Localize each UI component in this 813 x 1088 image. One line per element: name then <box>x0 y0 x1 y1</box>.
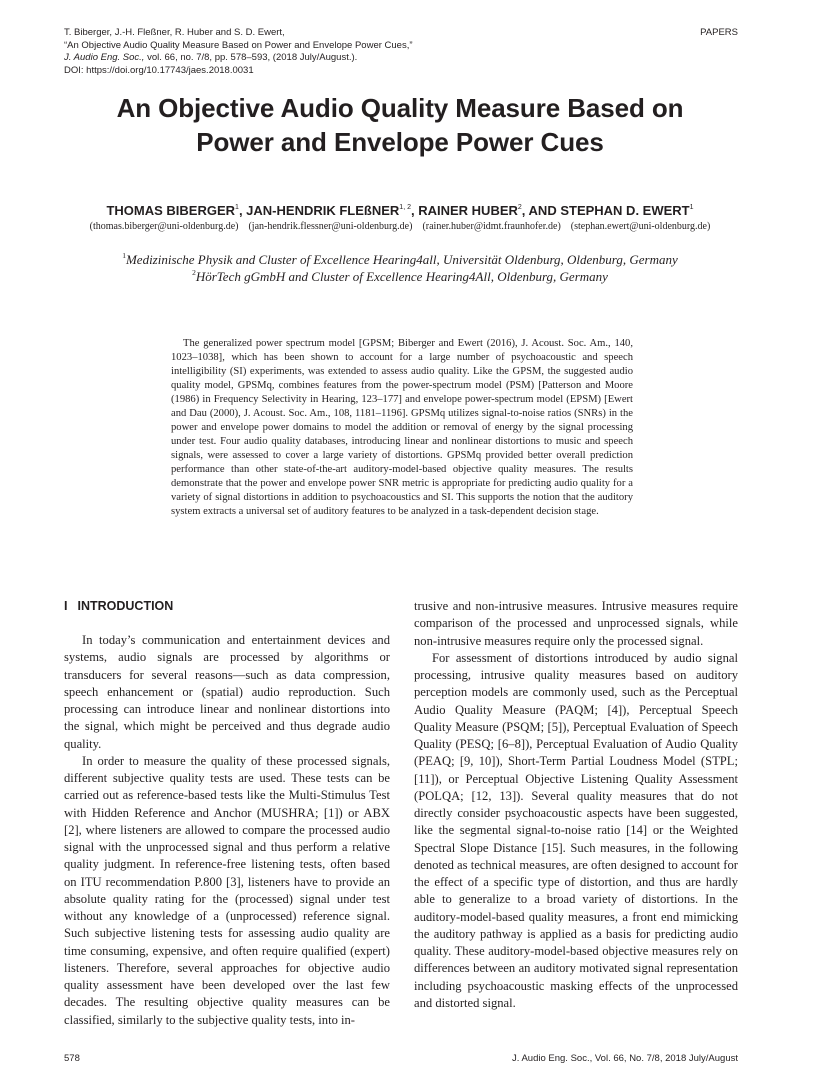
author-name: JAN-HENDRIK FLEßNER <box>246 203 400 218</box>
author <box>246 203 418 218</box>
author-email[interactable]: (rainer.huber@idmt.fraunhofer.de) <box>422 221 561 232</box>
author-email[interactable]: (stephan.ewert@uni-oldenburg.de) <box>570 221 711 232</box>
author-email[interactable]: (thomas.biberger@uni-oldenburg.de) <box>89 221 239 232</box>
author-email[interactable]: (jan-hendrik.flessner@uni-oldenburg.de) <box>248 221 413 232</box>
author-separator: , <box>410 203 419 218</box>
author-name: RAINER HUBER <box>418 203 518 218</box>
section-title: INTRODUCTION <box>77 599 174 613</box>
citation-volume: vol. 66, no. 7/8, pp. 578–593, (2018 July/August.). <box>144 52 358 64</box>
body-column-right <box>414 598 738 1012</box>
body-paragraph: In order to measure the quality of these processed signals, different subjective quality tests are used. These tests can be carried out as reference-based tests like the Multi-Stimulus Test with Hidden Reference and Anchor (MUSHRA; [1]) or ABX [2], where listeners are allowed to compare the processed audio signal with the unprocessed signal and thus perform a relative quality judgment. In reference-free listening tests, often based on ITU recommendation P.800 [3], listeners have to provide an absolute quality rating for the (processed) signal under test without any knowledge of a (unprocessed) reference signal. Such subjective listening tests for assessing audio quality are time consuming, expensive, and often require qualified (expert) listeners. Therefore, several approaches for objective audio quality assessment have been developed over the last few decades. The resulting objective quality measures can be classified, similarly to the subjective quality tests, into in- <box>64 753 390 1027</box>
body-paragraph: For assessment of distortions introduced by audio signal processing, intrusive quality measures based on auditory perception models are commonly used, such as the Perceptual Audio Quality Measure (PAQM; [4]), Perceptual Speech Quality Measure (PSQM; [5]), Perceptual Evaluation of Speech Quality (PESQ; [6–8]), Perceptual Evaluation of Audio Quality (PEAQ; [9, 10]), Short-Term Partial Loudness Model (STPL; [11]), or Perceptual Objective Listening Quality Assessment (POLQA; [12, 13]). Several quality measures that do not directly consider psychoacoustic aspects have been suggested, like the segmental signal-to-noise ratio [14] or the Weighted Spectral Slope Distance [15]. Such measures, in the following denoted as technical measures, are often designed to account for the effect of a specific type of distortion, and thus are hardly able to generalize to a broad variety of distortions. In the auditory-model-based quality measures, a front end mimicking the auditory pathway is applied as a basis for predicting audio quality. These auditory-model-based objective measures rely on differences between an auditory motivated signal representation including psychoacoustic masking effects of the unprocessed and distorted signal. <box>414 650 738 1010</box>
author <box>106 203 246 218</box>
affiliation-mark: 2 <box>192 268 196 277</box>
affiliation-mark: 1 <box>122 251 126 260</box>
author-name: STEPHAN D. EWERT <box>560 203 690 218</box>
affiliation-text: HörTech gGmbH and Cluster of Excellence Hearing4All, Oldenburg, Germany <box>195 269 608 284</box>
author-emails <box>0 221 800 232</box>
author <box>560 203 693 218</box>
paper-title-line: Power and Envelope Power Cues <box>196 127 604 157</box>
paper-title <box>0 91 800 159</box>
citation-authors: T. Biberger, J.-H. Fleßner, R. Huber and S. D. Ewert, <box>64 27 285 38</box>
author-affiliation-mark: 2 <box>517 204 522 211</box>
abstract: The generalized power spectrum model [GPSM; Biberger and Ewert (2016), J. Acoust. Soc. Am., 140, 1023–1038], which has been shown to account for a large number of psychoacoustic and speech intelligibility (SI) experiments, was extended to assess audio quality. Like the GPSM, the suggested audio quality model, GPSMq, combines features from the power-spectrum model (PSM) [Patterson and Moore (1986) in Frequency Selectivity in Hearing, 123–177] and envelope power-spectrum model (EPSM) [Ewert and Dau (2000), J. Acoust. Soc. Am., 108, 1181–1196]. GPSMq utilizes signal-to-noise ratios (SNRs) in the power and envelope power domains to model the addition or removal of energy by the signal processing under test. Four audio quality databases, introducing linear and nonlinear distortions to music and speech signals, were assessed to cover a large variety of distortions. GPSMq provided better overall prediction performance than other state-of-the-art auditory-model-based objective quality measures. The results demonstrate that the power and envelope power SNR metric is appropriate for predicting audio quality for a variety of signal distortions in addition to psychoacoustics and SI. This supports the notion that the auditory system extracts a universal set of auditory features to be analyzed in a task-dependent decision stage. <box>171 338 633 517</box>
affiliation <box>0 268 800 285</box>
affiliation <box>0 251 800 268</box>
author-affiliation-mark: 1 <box>689 204 694 211</box>
section-number: I <box>64 599 68 613</box>
author <box>418 203 560 218</box>
running-header-citation <box>64 27 413 77</box>
body-paragraph: In today’s communication and entertainment devices and systems, audio signals are processed by algorithms or transducers for several reasons—such as data compression, speech enhancement or (spatial) audio reproduction. Such processing can introduce linear and nonlinear distortions into the signal, which might be perceived and thus degrade audio quality. <box>64 633 390 751</box>
author-separator: , <box>238 203 247 218</box>
body-paragraph: trusive and non-intrusive measures. Intrusive measures require comparison of the processed and unprocessed signals, while non-intrusive measures require only the processed signal. <box>414 599 738 648</box>
page-number: 578 <box>64 1053 80 1064</box>
body-column-left <box>64 632 390 1029</box>
paper-title-line: An Objective Audio Quality Measure Based on <box>116 93 684 123</box>
author-affiliation-mark: 1 <box>235 204 239 211</box>
citation-journal: J. Audio Eng. Soc., <box>64 52 145 64</box>
author-affiliation-mark: 1, 2 <box>399 204 411 211</box>
author-list <box>0 203 800 218</box>
author-name: THOMAS BIBERGER <box>106 203 236 218</box>
citation-title: “An Objective Audio Quality Measure Based on Power and Envelope Power Cues,” <box>64 39 413 51</box>
running-footer-journal: J. Audio Eng. Soc., Vol. 66, No. 7/8, 2018 July/August <box>511 1053 738 1064</box>
section-heading <box>64 599 173 613</box>
section-label: PAPERS <box>700 27 738 38</box>
citation-doi[interactable]: DOI: https://doi.org/10.17743/jaes.2018.0031 <box>64 64 254 76</box>
affiliation-text: Medizinische Physik and Cluster of Excellence Hearing4all, Universität Oldenburg, Oldenburg, Germany <box>125 252 678 267</box>
author-separator: , AND <box>521 203 561 218</box>
citation-journal-line <box>64 52 413 65</box>
